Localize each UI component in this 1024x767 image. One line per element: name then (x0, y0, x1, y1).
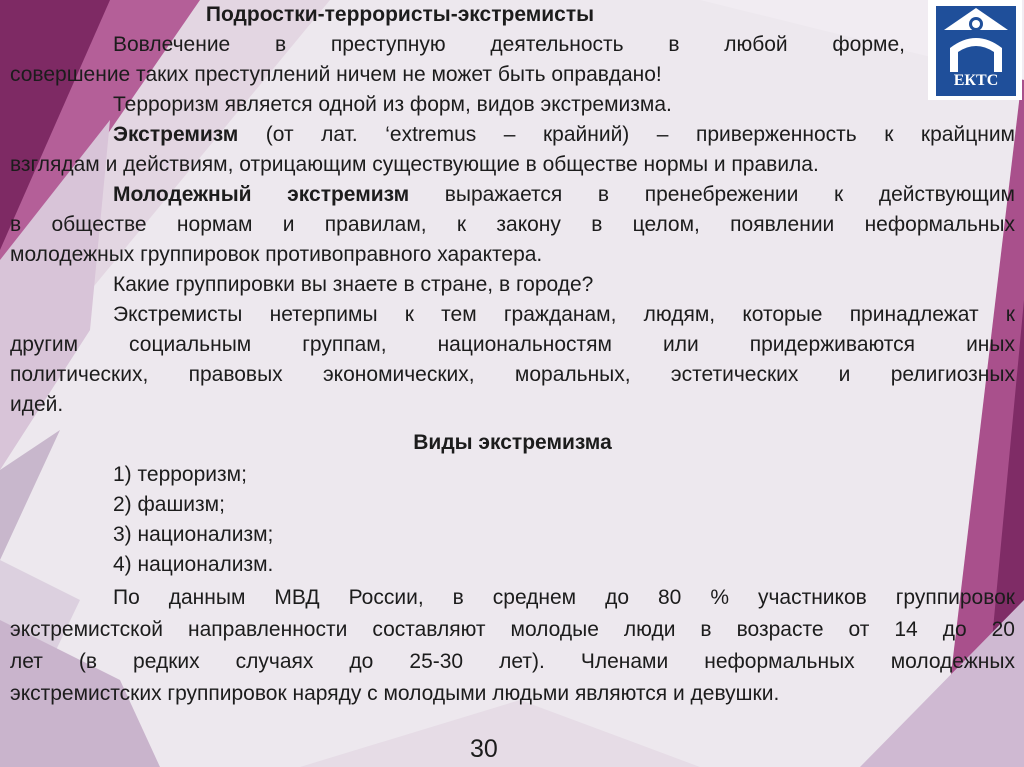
page-number: 30 (470, 735, 498, 763)
para5: Какие группировки вы знаете в стране, в городе? (113, 273, 594, 296)
logo-text: ЕКТС (953, 72, 999, 89)
para7-line4: экстремистских группировок наряду с молодыми людьми являются и девушки. (10, 682, 780, 705)
para3-line2: взглядам и действиям, отрицающим существующие в обществе нормы и правила. (10, 153, 819, 176)
para3-line1-rest: (от лат. ‘extremus – крайний) – приверженность к крайцним (238, 123, 1015, 146)
para7-line3: лет (в редких случаях до 25-30 лет). Членами неформальных молодежных (10, 650, 1015, 673)
para1-line1: Вовлечение в преступную деятельность в любой форме, (113, 33, 905, 56)
list-item: 3) национализм; (113, 523, 274, 546)
term-youth-extremism: Молодежный экстремизм (113, 183, 410, 206)
para7-line2: экстремистской направленности составляют молодые люди в возрасте от 14 до 20 (10, 618, 1015, 641)
para4-line1 (10, 180, 1015, 210)
para7-line1: По данным МВД России, в среднем до 80 % участников группировок (113, 586, 1015, 609)
para4-line2: в обществе нормам и правилам, к закону в целом, появлении неформальных (10, 213, 1015, 236)
para2: Терроризм является одной из форм, видов экстремизма. (113, 93, 672, 116)
slide-title: Подростки-террористы-экстремисты (205, 3, 595, 26)
term-extremism: Экстремизм (113, 123, 239, 146)
para6-line4: идей. (10, 393, 64, 416)
para1-line2: совершение таких преступлений ничем не может быть оправдано! (10, 63, 662, 86)
list-item: 2) фашизм; (113, 493, 225, 516)
para4-line1-rest: выражается в пренебрежении к действующим (409, 183, 1015, 206)
para6-line1: Экстремисты нетерпимы к тем гражданам, людям, которые принадлежат к (113, 303, 1015, 326)
para4-line3: молодежных группировок противоправного характера. (10, 243, 543, 266)
list-item: 1) терроризм; (113, 463, 247, 486)
para3-line1 (10, 120, 1015, 150)
para6-line3: политических, правовых экономических, моральных, эстетических и религиозных (10, 363, 1015, 386)
subtitle: Виды экстремизма (413, 431, 612, 454)
list-item: 4) национализм. (113, 553, 274, 576)
para6-line2: другим социальным группам, национальностям или придерживаются иных (10, 333, 1015, 356)
